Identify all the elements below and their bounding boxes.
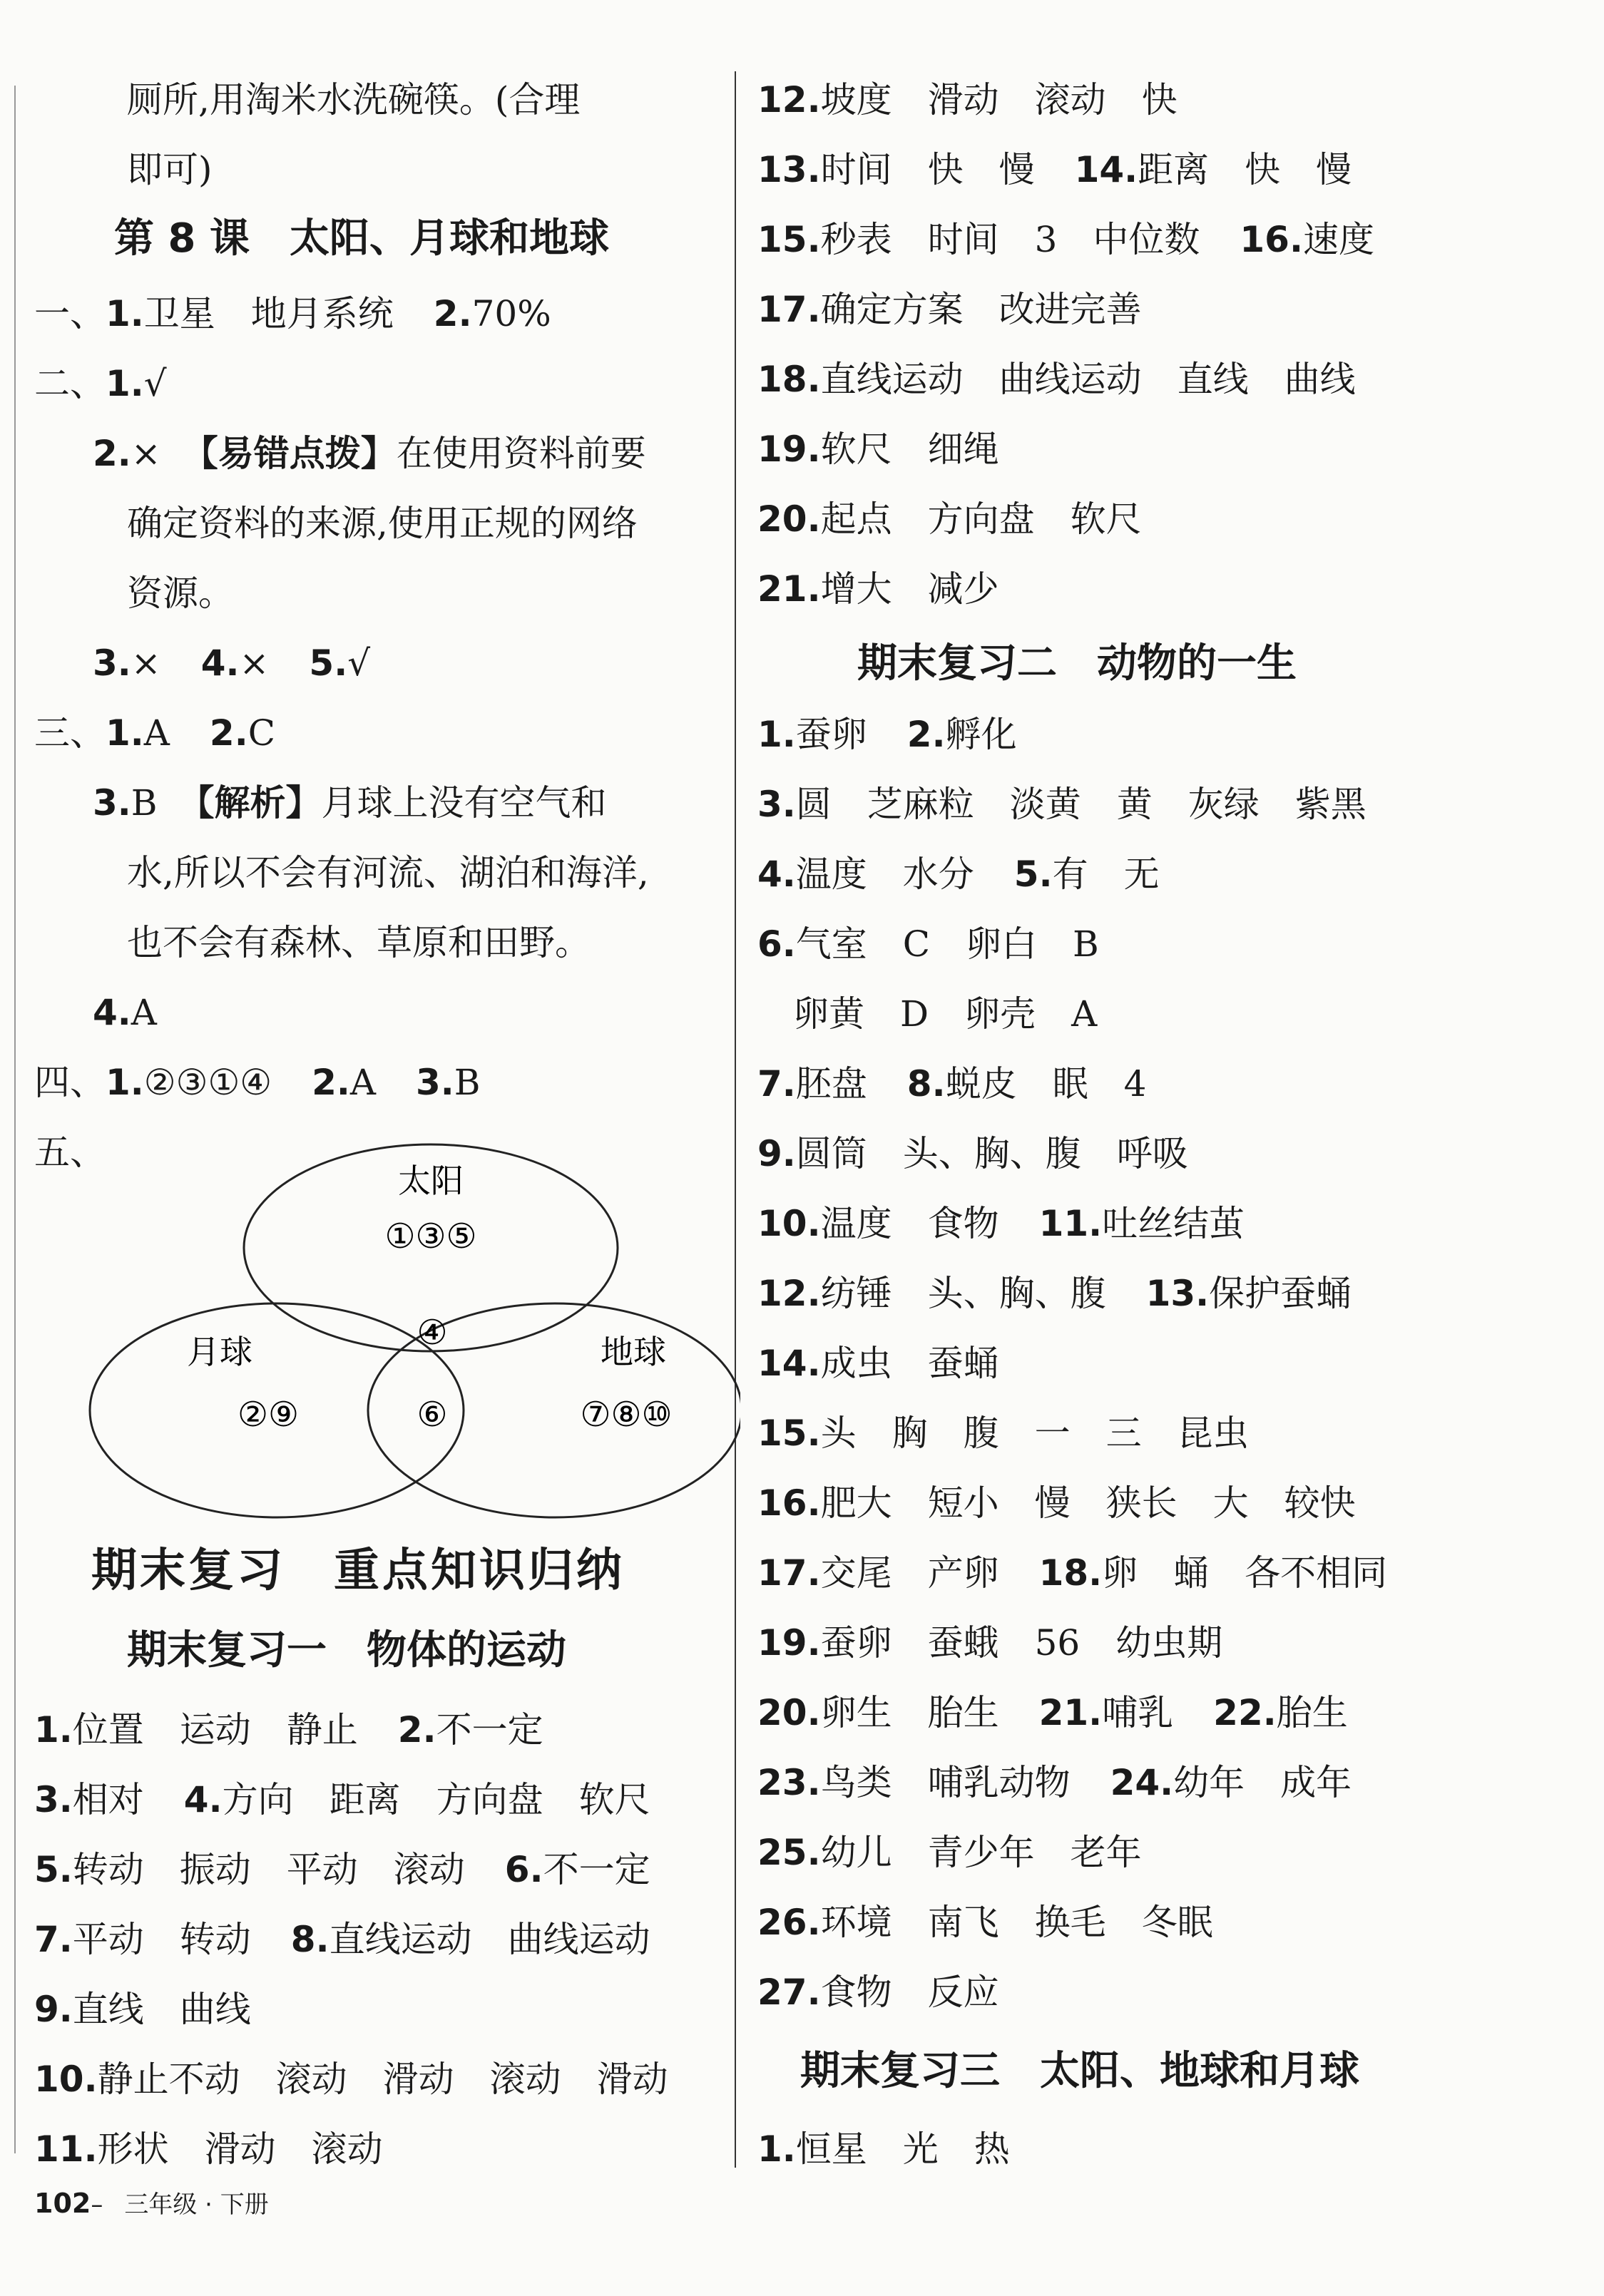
answer-line: 19.软尺 细绳 [757, 429, 999, 470]
answer-line: 7.平动 转动 8.直线运动 曲线运动 [34, 1919, 650, 1960]
answer-line: 17.交尾 产卵 18.卵 蛹 各不相同 [757, 1552, 1388, 1594]
venn-diagram [84, 1134, 740, 1533]
footer-dash: – [91, 2190, 103, 2219]
answer-line: 20.起点 方向盘 软尺 [757, 498, 1142, 540]
sun-label: 太阳 [398, 1162, 464, 1200]
answer-line: 1.蚕卵 2.孵化 [757, 714, 1017, 755]
answer-line: 3.相对 4.方向 距离 方向盘 软尺 [34, 1779, 650, 1820]
lesson-title: 第 8 课 太阳、月球和地球 [114, 215, 609, 262]
text-line: 也不会有森林、草原和田野。 [127, 922, 591, 963]
text-line: 资源。 [127, 573, 234, 614]
answer-line: 15.头 胸 腹 一 三 昆虫 [757, 1413, 1249, 1454]
answer-line: 1.恒星 光 热 [757, 2128, 1010, 2170]
answer-line: 一、1.卫星 地月系统 2.70% [34, 293, 551, 334]
answer-line: 19.蚕卵 蚕蛾 56 幼虫期 [757, 1622, 1223, 1664]
column-divider [735, 71, 736, 2168]
answer-line: 3.圆 芝麻粒 淡黄 黄 灰绿 紫黑 [757, 784, 1367, 825]
answer-line: 17.确定方案 改进完善 [757, 289, 1142, 330]
section-label: 五、 [34, 1132, 106, 1173]
answer-line: 3.B 【解析】月球上没有空气和 [93, 782, 607, 824]
answer-line: 23.鸟类 哺乳动物 24.幼年 成年 [757, 1762, 1352, 1803]
review-title: 期末复习 重点知识归纳 [91, 1544, 625, 1597]
answer-line: 4.A [93, 992, 157, 1033]
answer-line: 26.环境 南飞 换毛 冬眠 [757, 1902, 1213, 1943]
answer-line: 12.坡度 滑动 滚动 快 [757, 79, 1178, 121]
moon-earth-item: ⑥ [417, 1395, 448, 1435]
answer-line: 10.静止不动 滚动 滑动 滚动 滑动 [34, 2059, 668, 2100]
answer-line: 18.直线运动 曲线运动 直线 曲线 [757, 359, 1356, 400]
answer-line: 10.温度 食物 11.吐丝结茧 [757, 1203, 1245, 1244]
answer-line: 20.卵生 胎生 21.哺乳 22.胎生 [757, 1692, 1348, 1733]
earth-label: 地球 [601, 1333, 666, 1371]
text-line: 水,所以不会有河流、湖泊和海洋, [127, 852, 649, 893]
answer-line: 9.直线 曲线 [34, 1989, 251, 2030]
center-item: ④ [417, 1313, 448, 1353]
answer-line: 27.食物 反应 [757, 1972, 999, 2013]
answer-line: 6.气室 C 卵白 B [757, 923, 1099, 965]
earth-items: ⑦⑧⑩ [580, 1395, 673, 1435]
moon-label: 月球 [187, 1333, 252, 1371]
answer-line: 3.× 4.× 5.√ [93, 642, 371, 684]
text-line: 即可) [127, 149, 213, 190]
answer-line: 四、1.②③①④ 2.A 3.B [34, 1062, 481, 1103]
answer-line: 卵黄 D 卵壳 A [793, 993, 1098, 1035]
page-edge-line [14, 86, 16, 2153]
answer-line: 15.秒表 时间 3 中位数 16.速度 [757, 219, 1374, 260]
answer-line: 二、1.√ [34, 363, 167, 404]
text-line: 确定资料的来源,使用正规的网络 [127, 503, 638, 544]
sun-items: ①③⑤ [384, 1216, 477, 1256]
text-line: 厕所,用淘米水洗碗筷。(合理 [127, 79, 581, 121]
answer-line: 三、1.A 2.C [34, 712, 275, 754]
page-footer [34, 2185, 269, 2220]
answer-line: 12.纺锤 头、胸、腹 13.保护蚕蛹 [757, 1273, 1352, 1314]
answer-line: 21.增大 减少 [757, 568, 999, 610]
page-number: 102 [34, 2188, 91, 2219]
review3-title: 期末复习三 太阳、地球和月球 [800, 2048, 1359, 2094]
answer-line: 2.× 【易错点拨】在使用资料前要 [93, 433, 646, 474]
answer-line: 1.位置 运动 静止 2.不一定 [34, 1709, 543, 1751]
answer-line: 25.幼儿 青少年 老年 [757, 1832, 1142, 1873]
answer-line: 13.时间 快 慢 14.距离 快 慢 [757, 149, 1352, 190]
moon-items: ②⑨ [237, 1395, 300, 1435]
answer-line: 4.温度 水分 5.有 无 [757, 854, 1160, 895]
answer-line: 7.胚盘 8.蜕皮 眠 4 [757, 1063, 1147, 1105]
grade-label: 三年级 · 下册 [124, 2190, 269, 2219]
answer-line: 5.转动 振动 平动 滚动 6.不一定 [34, 1849, 650, 1890]
answer-line: 11.形状 滑动 滚动 [34, 2128, 383, 2170]
answer-line: 16.肥大 短小 慢 狭长 大 较快 [757, 1482, 1356, 1524]
answer-line: 9.圆筒 头、胸、腹 呼吸 [757, 1133, 1188, 1174]
answer-line: 14.成虫 蚕蛹 [757, 1343, 999, 1384]
review1-title: 期末复习一 物体的运动 [127, 1627, 566, 1674]
review2-title: 期末复习二 动物的一生 [857, 640, 1297, 687]
